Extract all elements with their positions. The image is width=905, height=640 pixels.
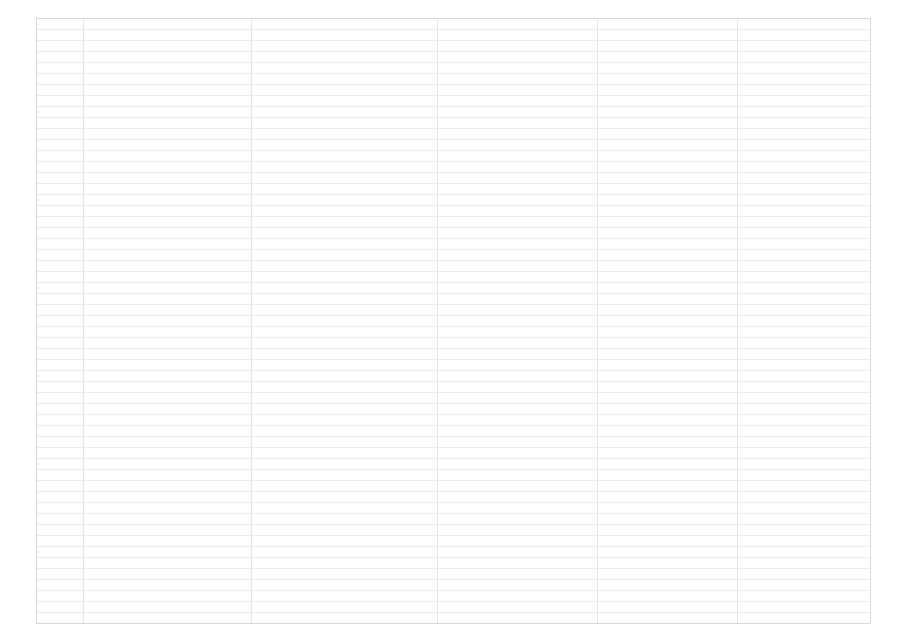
spreadsheet-page — [36, 18, 871, 624]
table-grid — [37, 19, 870, 623]
